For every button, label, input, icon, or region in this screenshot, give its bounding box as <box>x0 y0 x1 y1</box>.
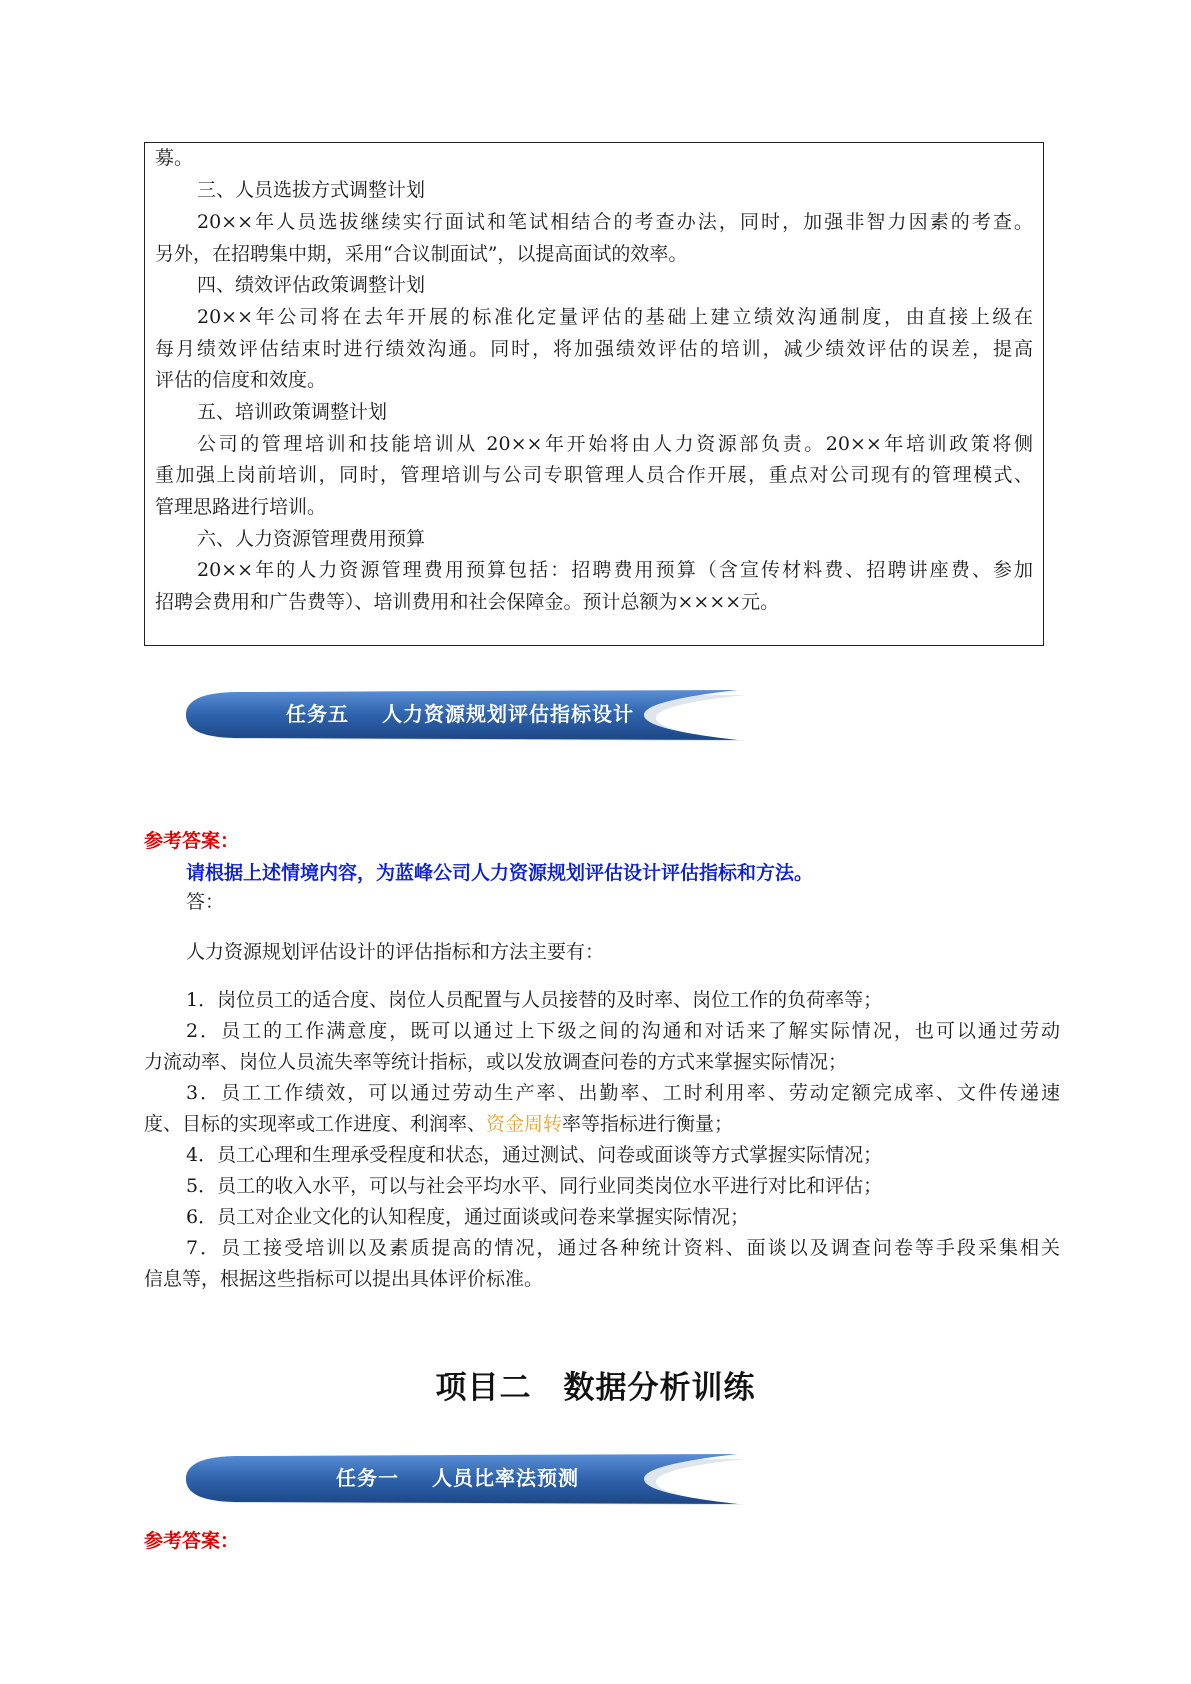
box-line: 重加强上岗前培训，同时，管理培训与公司专职管理人员合作开展，重点对公司现有的管理模式、 <box>155 464 1033 486</box>
box-line: 20××年的人力资源管理费用预算包括：招聘费用预算（含宣传材料费、招聘讲座费、参加 <box>197 559 1033 581</box>
box-line: 评估的信度和效度。 <box>155 369 327 391</box>
task-title: 人力资源规划评估指标设计 <box>382 702 634 726</box>
project-title: 项目二 数据分析训练 <box>435 1370 756 1406</box>
box-line: 另外，在招聘集中期，采用“合议制面试”，以提高面试的效率。 <box>155 243 688 265</box>
task-number: 任务五 <box>286 702 349 726</box>
answer-text: 度、目标的实现率或工作进度、利润率、 <box>144 1113 487 1135</box>
answer-label: 答： <box>186 891 225 913</box>
question-text: 请根据上述情境内容，为蓝峰公司人力资源规划评估设计评估指标和方法。 <box>186 862 814 884</box>
section-heading: 六、人力资源管理费用预算 <box>197 528 426 550</box>
highlighted-term: 资金周转 <box>486 1113 563 1135</box>
task-banner <box>182 1452 762 1506</box>
reference-answer-label: 参考答案： <box>144 830 240 852</box>
section-heading: 四、绩效评估政策调整计划 <box>197 274 426 296</box>
answer-text: 率等指标进行衡量； <box>562 1113 734 1135</box>
answer-item: 4．员工心理和生理承受程度和状态，通过测试、问卷或面谈等方式掌握实际情况； <box>186 1144 883 1166</box>
answer-intro: 人力资源规划评估设计的评估指标和方法主要有： <box>186 941 605 963</box>
section-heading: 五、培训政策调整计划 <box>197 401 388 423</box>
box-line: 每月绩效评估结束时进行绩效沟通。同时，将加强绩效评估的培训，减少绩效评估的误差，提高 <box>155 338 1033 360</box>
box-line: 公司的管理培训和技能培训从 20××年开始将由人力资源部负责。20××年培训政策将侧 <box>197 433 1033 455</box>
answer-item: 6．员工对企业文化的认知程度，通过面谈或问卷来掌握实际情况； <box>186 1206 750 1228</box>
box-line: 20××年公司将在去年开展的标准化定量评估的基础上建立绩效沟通制度，由直接上级在 <box>197 306 1033 328</box>
answer-item: 1．岗位员工的适合度、岗位人员配置与人员接替的及时率、岗位工作的负荷率等； <box>186 989 883 1011</box>
answer-item: 2．员工的工作满意度，既可以通过上下级之间的沟通和对话来了解实际情况，也可以通过劳动 <box>186 1020 1060 1042</box>
section-heading: 三、人员选拔方式调整计划 <box>197 179 426 201</box>
answer-item: 7．员工接受培训以及素质提高的情况，通过各种统计资料、面谈以及调查问卷等手段采集相关 <box>186 1237 1060 1259</box>
box-line: 招聘会费用和广告费等）、培训费用和社会保障金。预计总额为××××元。 <box>155 591 780 613</box>
answer-item: 力流动率、岗位人员流失率等统计指标，或以发放调查问卷的方式来掌握实际情况； <box>144 1051 848 1073</box>
answer-item <box>144 1112 733 1136</box>
task-number: 任务一 <box>336 1466 399 1490</box>
task-title: 人员比率法预测 <box>432 1466 579 1490</box>
answer-item: 信息等，根据这些指标可以提出具体评价标准。 <box>144 1268 544 1290</box>
answer-item: 3．员工工作绩效，可以通过劳动生产率、出勤率、工时利用率、劳动定额完成率、文件传递速 <box>186 1082 1060 1104</box>
box-line: 募。 <box>155 147 194 169</box>
answer-item: 5．员工的收入水平，可以与社会平均水平、同行业同类岗位水平进行对比和评估； <box>186 1175 883 1197</box>
box-line: 管理思路进行培训。 <box>155 496 327 518</box>
box-line: 20××年人员选拔继续实行面试和笔试相结合的考查办法，同时，加强非智力因素的考查。 <box>197 211 1033 233</box>
reference-answer-label: 参考答案： <box>144 1530 240 1552</box>
task-banner <box>182 688 762 742</box>
